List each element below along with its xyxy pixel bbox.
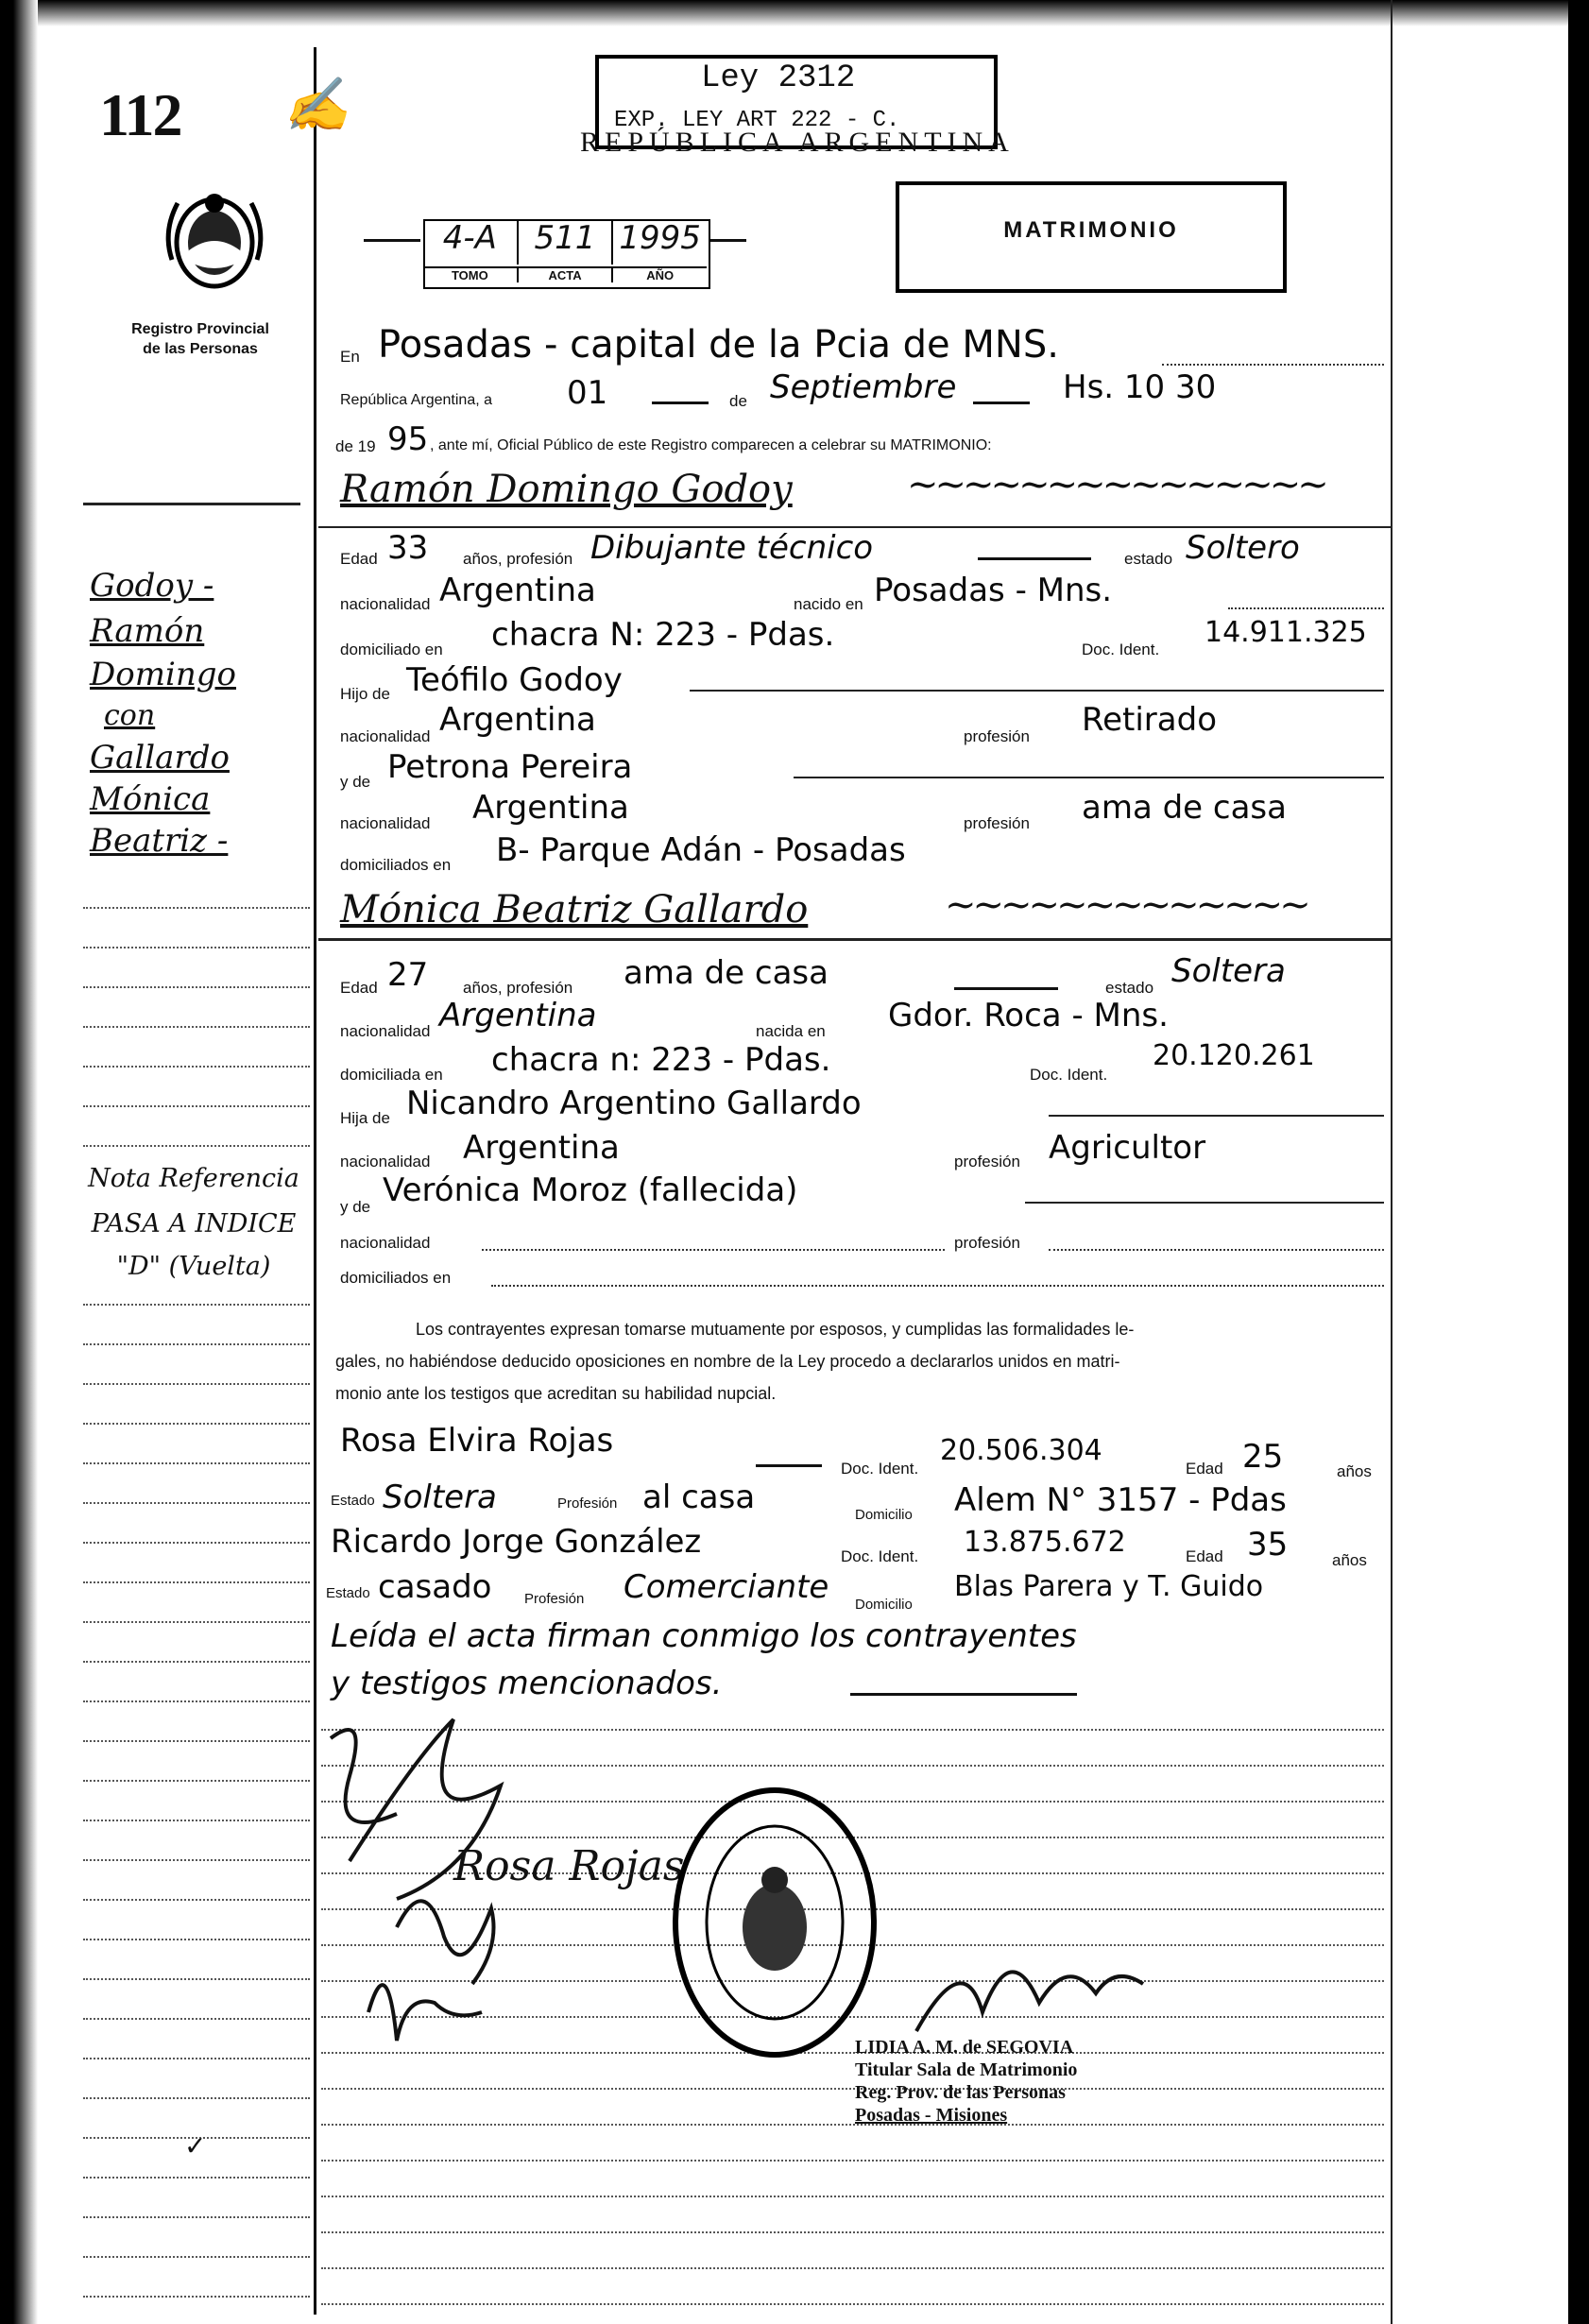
groom-name-rule xyxy=(318,526,1391,528)
groom-estado-label: estado xyxy=(1124,550,1173,568)
witness-1-edad: 25 xyxy=(1242,1438,1284,1476)
bride-name: Mónica Beatriz Gallardo xyxy=(340,888,809,931)
expediente-stamp: EXP. LEY ART 222 - C. xyxy=(614,108,900,133)
groom-padre-prof: Retirado xyxy=(1082,701,1217,739)
groom-estado: Soltero xyxy=(1186,529,1300,567)
header-initials: ✍ xyxy=(283,75,350,136)
day-value: 01 xyxy=(567,374,608,412)
margin-rule-line xyxy=(83,1304,310,1306)
groom-nacionalidad: Argentina xyxy=(439,572,596,609)
scan-shadow-top xyxy=(0,0,1589,26)
groom-madre-nac-label: nacionalidad xyxy=(340,814,431,832)
witness-1-doc: 20.506.304 xyxy=(940,1434,1102,1467)
margin-name-4: con xyxy=(104,699,156,732)
bride-doms-line xyxy=(491,1285,1384,1287)
check-mark: ✓ xyxy=(184,2131,207,2161)
republica-label: República Argentina, a xyxy=(340,392,492,408)
registry-label xyxy=(106,319,295,359)
page-number: 112 xyxy=(99,81,181,148)
groom-nacido-en: Posadas - Mns. xyxy=(874,572,1113,609)
margin-rule-line xyxy=(83,2058,310,2059)
margin-name-1: Godoy - xyxy=(90,567,214,605)
body-rule-line xyxy=(321,2303,1384,2305)
margin-rule-line xyxy=(83,1066,310,1068)
bride-madre-line xyxy=(1025,1202,1384,1204)
seal-officer: LIDIA A. M. de SEGOVIA xyxy=(855,2037,1074,2058)
witness-2-estado-label: Estado xyxy=(326,1585,370,1601)
margin-rule-line xyxy=(83,1700,310,1702)
witness-2-domicilio: Blas Parera y T. Guido xyxy=(954,1570,1264,1603)
seal-city: Posadas - Misiones xyxy=(855,2105,1008,2126)
groom-prof-dash xyxy=(978,557,1091,560)
bride-domicilio: chacra n: 223 - Pdas. xyxy=(491,1041,831,1079)
year-value: 95 xyxy=(387,420,429,458)
register-labels xyxy=(423,266,707,282)
witness-2-name: Ricardo Jorge González xyxy=(331,1523,702,1561)
bride-nacida-label: nacida en xyxy=(756,1022,826,1040)
body-rule-line xyxy=(321,2124,1384,2126)
witness-1-doc-label: Doc. Ident. xyxy=(841,1460,919,1478)
groom-madre-prof-label: profesión xyxy=(964,814,1030,832)
body-rule-line xyxy=(321,2160,1384,2162)
bride-padre-prof: Agricultor xyxy=(1049,1129,1206,1167)
margin-reference-1: Nota Referencia xyxy=(88,1164,299,1193)
witness-2-doc: 13.875.672 xyxy=(964,1526,1126,1559)
witness-2-doc-label: Doc. Ident. xyxy=(841,1547,919,1565)
bride-madre: Verónica Moroz (fallecida) xyxy=(383,1171,798,1209)
witness-2-dom-label: Domicilio xyxy=(855,1597,913,1613)
margin-rule-line xyxy=(83,2296,310,2298)
margin-rule-line xyxy=(83,1145,310,1147)
margin-name-6: Mónica xyxy=(90,780,211,818)
margin-rule-line xyxy=(83,1939,310,1940)
place-line xyxy=(1162,364,1384,366)
margin-rule-line xyxy=(83,2216,310,2218)
bride-edad-label: Edad xyxy=(340,979,378,997)
body-rule-line xyxy=(321,2196,1384,2197)
day-dash xyxy=(652,402,709,404)
bride-doc: 20.120.261 xyxy=(1153,1039,1315,1072)
body-rule-line xyxy=(321,2231,1384,2233)
groom-madre: Petrona Pereira xyxy=(387,748,633,786)
declaration-line-2: gales, no habiéndose deducido oposiciones en nombre de la Ley procedo a declararlos unidos en matri- xyxy=(335,1352,1120,1371)
witness-2-estado: casado xyxy=(378,1568,492,1606)
groom-dom-label: domiciliado en xyxy=(340,641,443,658)
margin-rule-line xyxy=(83,2097,310,2099)
register-dash-right xyxy=(709,239,746,242)
right-margin-rule xyxy=(1391,0,1393,2324)
bride-yde-label: y de xyxy=(340,1198,371,1216)
year-prefix: de 19 xyxy=(335,437,376,455)
margin-rule-line xyxy=(83,2256,310,2258)
seal-office: Reg. Prov. de las Personas xyxy=(855,2082,1066,2103)
closing-line-2: y testigos mencionados. xyxy=(331,1665,723,1702)
groom-doms-label: domiciliados en xyxy=(340,856,452,874)
bride-padre: Nicandro Argentino Gallardo xyxy=(406,1085,862,1122)
scan-shadow-left xyxy=(0,0,38,2324)
bride-madre-prof-line xyxy=(1049,1249,1384,1251)
intro-text: , ante mí, Oficial Público de este Registro comparecen a celebrar su MATRIMONIO: xyxy=(430,437,992,453)
margin-rule-line xyxy=(83,1899,310,1901)
bride-hija-label: Hija de xyxy=(340,1109,390,1127)
bride-doms-label: domiciliados en xyxy=(340,1269,452,1287)
de-label: de xyxy=(729,392,747,410)
bride-padre-nac-label: nacionalidad xyxy=(340,1153,431,1171)
anio-label: AÑO xyxy=(646,268,675,282)
body-rule-line xyxy=(321,2088,1384,2090)
bride-padre-prof-label: profesión xyxy=(954,1153,1020,1171)
groom-prof-label: años, profesión xyxy=(463,550,573,568)
groom-yde-label: y de xyxy=(340,773,371,791)
bride-name-filler: ~~~~~~~~~~~~~ xyxy=(945,883,1307,927)
margin-rule-line xyxy=(83,1383,310,1385)
witness-1-anios-label: años xyxy=(1337,1462,1372,1480)
margin-separator xyxy=(83,503,300,505)
acta-label: ACTA xyxy=(519,268,614,282)
groom-domicilio: chacra N: 223 - Pdas. xyxy=(491,616,835,654)
witness-1-estado-label: Estado xyxy=(331,1493,375,1509)
margin-rule-line xyxy=(83,947,310,948)
witness-1-name: Rosa Elvira Rojas xyxy=(340,1422,614,1460)
scan-shadow-right xyxy=(1568,0,1589,2324)
en-label: En xyxy=(340,348,360,366)
groom-name: Ramón Domingo Godoy xyxy=(340,468,793,511)
witness-2-edad: 35 xyxy=(1247,1526,1289,1564)
groom-madre-nac: Argentina xyxy=(472,789,629,827)
bride-madre-nac-label: nacionalidad xyxy=(340,1234,431,1252)
margin-rule-line xyxy=(83,1780,310,1782)
witness-signature: Rosa Rojas xyxy=(453,1842,685,1890)
margin-rule-line xyxy=(83,1978,310,1980)
witness-1-estado: Soltera xyxy=(383,1478,497,1516)
month-dash xyxy=(973,402,1030,404)
bride-name-rule xyxy=(318,938,1391,941)
groom-padre-nac-label: nacionalidad xyxy=(340,727,431,745)
bride-prof-label: años, profesión xyxy=(463,979,573,997)
registry-label-line1: Registro Provincial xyxy=(131,321,269,337)
bride-padre-nac: Argentina xyxy=(463,1129,620,1167)
register-values xyxy=(423,219,707,265)
margin-name-5: Gallardo xyxy=(90,739,230,777)
country-header: REPÚBLICA ARGENTINA xyxy=(580,127,1015,158)
margin-rule-line xyxy=(83,1462,310,1464)
closing-line-1: Leída el acta firman conmigo los contrayentes xyxy=(331,1617,1077,1655)
margin-rule-line xyxy=(83,1621,310,1623)
witness-1-dom-label: Domicilio xyxy=(855,1507,913,1523)
witness-2-profesion: Comerciante xyxy=(624,1568,829,1606)
groom-nac-label: nacionalidad xyxy=(340,595,431,613)
registry-label-line2: de las Personas xyxy=(143,341,258,357)
groom-madre-line xyxy=(794,777,1384,778)
witness-2-edad-label: Edad xyxy=(1186,1547,1223,1565)
tomo-value: 4-A xyxy=(423,219,519,265)
witness-1-edad-label: Edad xyxy=(1186,1460,1223,1478)
groom-edad-label: Edad xyxy=(340,550,378,568)
margin-rule-line xyxy=(83,986,310,988)
month-value: Septiembre xyxy=(770,368,957,406)
groom-hijo-label: Hijo de xyxy=(340,685,390,703)
margin-rule-line xyxy=(83,1343,310,1345)
groom-padres-dom: B- Parque Adán - Posadas xyxy=(496,831,906,869)
bride-nacionalidad: Argentina xyxy=(439,997,597,1034)
groom-nacido-label: nacido en xyxy=(794,595,863,613)
groom-doc: 14.911.325 xyxy=(1205,616,1367,649)
bride-estado: Soltera xyxy=(1171,952,1286,990)
margin-rule-line xyxy=(83,1740,310,1742)
groom-profesion: Dibujante técnico xyxy=(590,529,874,567)
declaration-line-3: monio ante los testigos que acreditan su habilidad nupcial. xyxy=(335,1384,777,1403)
groom-edad: 33 xyxy=(387,529,429,567)
witness-2-anios-label: años xyxy=(1332,1551,1367,1569)
margin-reference-2: PASA A INDICE xyxy=(91,1209,297,1239)
bride-nacida-en: Gdor. Roca - Mns. xyxy=(888,997,1169,1034)
bride-prof-dash xyxy=(954,987,1058,990)
bride-madre-prof-label: profesión xyxy=(954,1234,1020,1252)
tomo-label: TOMO xyxy=(423,268,519,282)
margin-name-2: Ramón xyxy=(90,612,205,650)
witness-2-prof-label: Profesión xyxy=(524,1591,585,1607)
time-value: Hs. 10 30 xyxy=(1063,368,1217,406)
law-stamp: Ley 2312 xyxy=(701,60,856,96)
bride-madre-nac-line xyxy=(482,1249,945,1251)
margin-name-3: Domingo xyxy=(90,656,236,693)
margin-reference-3: "D" (Vuelta) xyxy=(116,1252,271,1281)
groom-padre-prof-label: profesión xyxy=(964,727,1030,745)
groom-madre-prof: ama de casa xyxy=(1082,789,1287,827)
margin-rule-line xyxy=(83,1026,310,1028)
groom-nacido-line xyxy=(1228,607,1384,609)
groom-name-filler: ~~~~~~~~~~~~~~~ xyxy=(907,463,1325,506)
coat-of-arms-icon xyxy=(159,184,270,296)
margin-rule-line xyxy=(83,1661,310,1663)
witness-1-dash xyxy=(756,1464,822,1467)
margin-rule-line xyxy=(83,1859,310,1861)
seal-role: Titular Sala de Matrimonio xyxy=(855,2059,1078,2080)
witness-1-domicilio: Alem N° 3157 - Pdas xyxy=(954,1481,1287,1519)
place-value: Posadas - capital de la Pcia de MNS. xyxy=(378,323,1059,367)
seal-text xyxy=(855,2036,1077,2127)
bride-edad: 27 xyxy=(387,956,429,994)
acta-value: 511 xyxy=(519,219,614,265)
document-type: MATRIMONIO xyxy=(1003,217,1179,243)
anio-value: 1995 xyxy=(619,219,701,257)
witness-1-prof-label: Profesión xyxy=(557,1495,618,1512)
margin-rule-line xyxy=(83,1105,310,1107)
officer-signature-scribble xyxy=(907,1927,1153,2050)
margin-rule-line xyxy=(83,1502,310,1504)
body-rule-line xyxy=(321,2267,1384,2269)
official-seal-icon xyxy=(666,1781,883,2064)
groom-doc-label: Doc. Ident. xyxy=(1082,641,1160,658)
margin-name-7: Beatriz - xyxy=(90,822,229,860)
declaration-line-1: Los contrayentes expresan tomarse mutuamente por esposos, y cumplidas las formalidades le- xyxy=(416,1320,1135,1339)
margin-rule-line xyxy=(83,1820,310,1821)
bride-dom-label: domiciliada en xyxy=(340,1066,443,1084)
margin-rule-line xyxy=(83,1423,310,1425)
groom-padre-line xyxy=(690,690,1384,692)
bride-nac-label: nacionalidad xyxy=(340,1022,431,1040)
margin-rule-line xyxy=(83,1581,310,1583)
witness-1-profesion: al casa xyxy=(642,1478,756,1516)
margin-rule-line xyxy=(83,907,310,909)
bride-profesion: ama de casa xyxy=(624,954,829,992)
bride-padre-line xyxy=(1049,1115,1384,1117)
margin-rule-line xyxy=(83,2018,310,2020)
groom-padre-nac: Argentina xyxy=(439,701,596,739)
bride-doc-label: Doc. Ident. xyxy=(1030,1066,1108,1084)
margin-rule-line xyxy=(83,2177,310,2179)
closing-dash xyxy=(850,1693,1077,1696)
groom-padre: Teófilo Godoy xyxy=(406,661,623,699)
margin-rule-line xyxy=(83,1542,310,1544)
register-dash-left xyxy=(364,239,420,242)
bride-estado-label: estado xyxy=(1105,979,1154,997)
